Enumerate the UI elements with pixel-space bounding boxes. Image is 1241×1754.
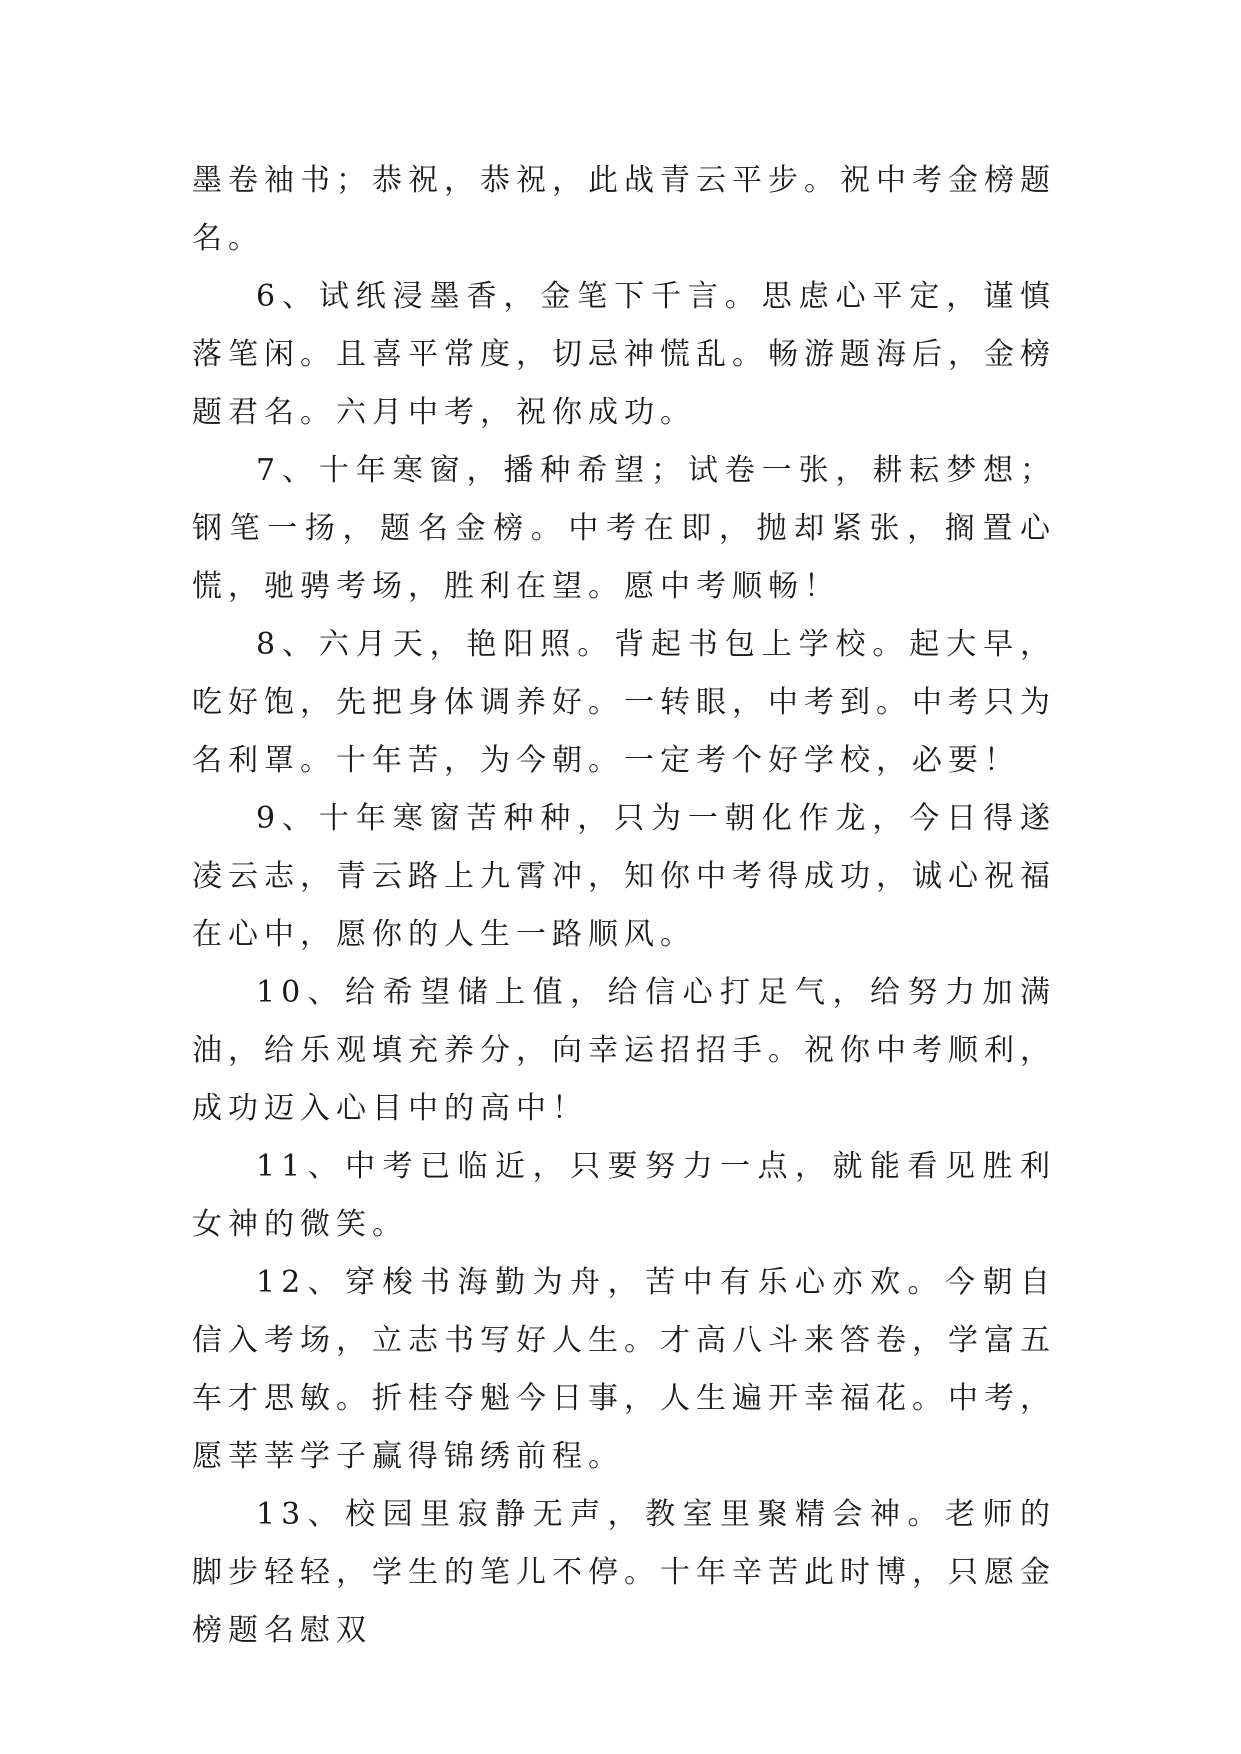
paragraph-13: 13、校园里寂静无声，教室里聚精会神。老师的脚步轻轻，学生的笔儿不停。十年辛苦此时博，只愿金榜题名慰双	[192, 1497, 1056, 1648]
paragraph-11: 11、中考已临近，只要努力一点，就能看见胜利女神的微笑。	[192, 1149, 1056, 1242]
paragraph-8: 8、六月天，艳阳照。背起书包上学校。起大早，吃好饱，先把身体调养好。一转眼，中考到。中考只为名利罩。十年苦，为今朝。一定考个好学校，必要！	[192, 627, 1056, 778]
paragraph-7: 7、十年寒窗，播种希望；试卷一张，耕耘梦想；钢笔一扬，题名金榜。中考在即，抛却紧张，搁置心慌，驰骋考场，胜利在望。愿中考顺畅！	[192, 453, 1056, 604]
paragraph-continuation: 墨卷袖书；恭祝，恭祝，此战青云平步。祝中考金榜题名。	[192, 163, 1056, 256]
paragraph-9: 9、十年寒窗苦种种，只为一朝化作龙，今日得遂凌云志，青云路上九霄冲，知你中考得成功，诚心祝福在心中，愿你的人生一路顺风。	[192, 801, 1056, 952]
document-body	[192, 152, 1056, 1660]
paragraph-12: 12、穿梭书海勤为舟，苦中有乐心亦欢。今朝自信入考场，立志书写好人生。才高八斗来答卷，学富五车才思敏。折桂夺魁今日事，人生遍开幸福花。中考，愿莘莘学子赢得锦绣前程。	[192, 1265, 1056, 1474]
paragraph-6: 6、试纸浸墨香，金笔下千言。思虑心平定，谨慎落笔闲。且喜平常度，切忌神慌乱。畅游题海后，金榜题君名。六月中考，祝你成功。	[192, 279, 1056, 430]
paragraph-10: 10、给希望储上值，给信心打足气，给努力加满油，给乐观填充养分，向幸运招招手。祝你中考顺利，成功迈入心目中的高中！	[192, 975, 1056, 1126]
